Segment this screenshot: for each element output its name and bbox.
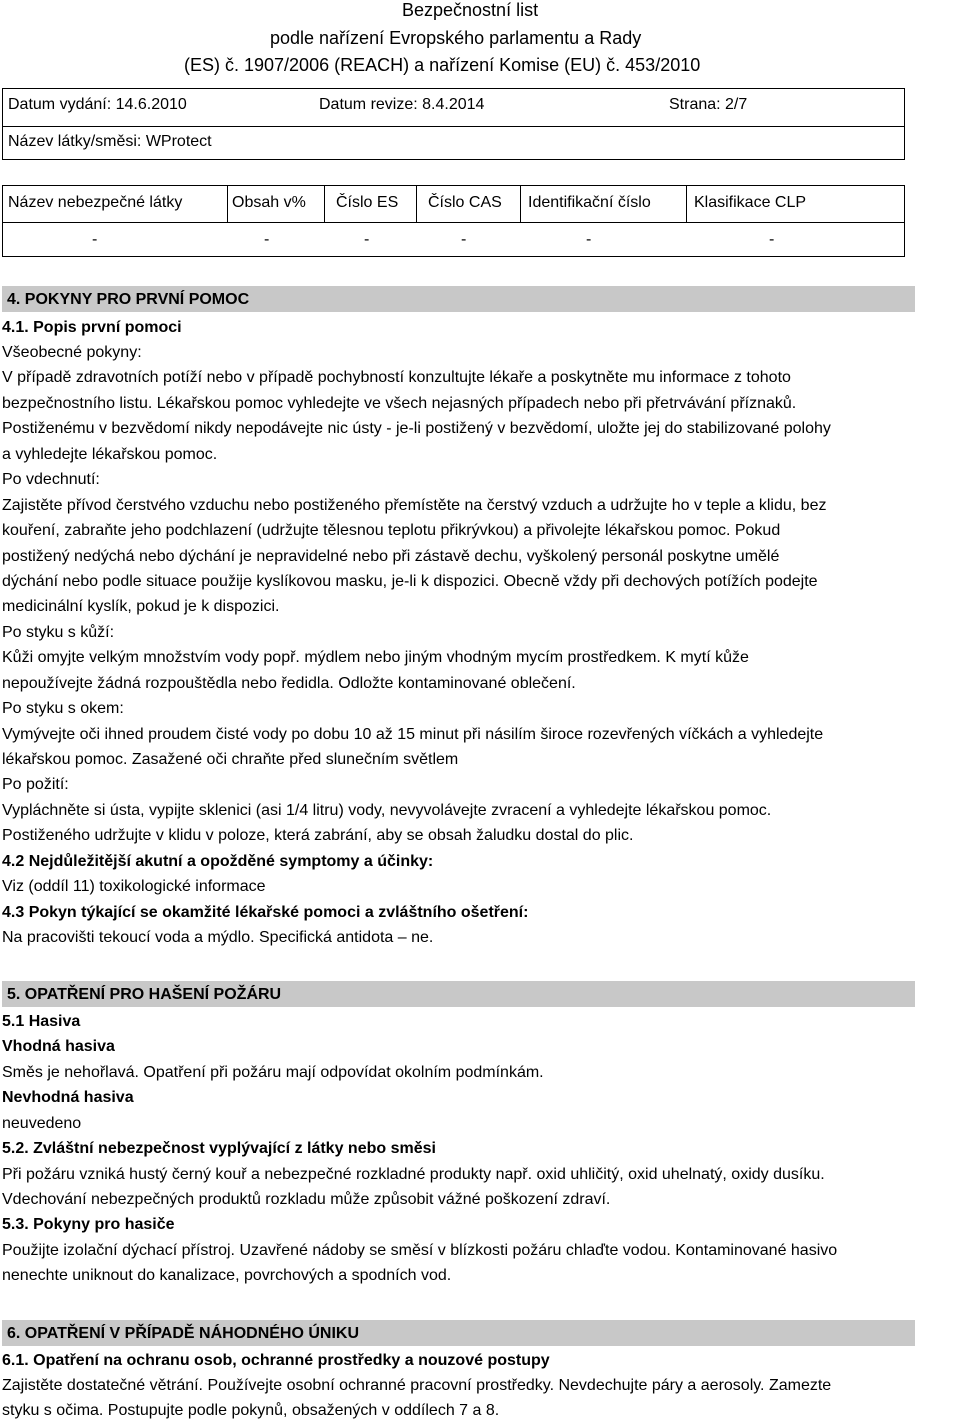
paragraph-line: Viz (oddíl 11) toxikologické informace [2,878,266,895]
revision-date: Datum revize: 8.4.2014 [319,96,485,113]
section-4-title: 4. POKYNY PRO PRVNÍ POMOC [7,291,250,308]
paragraph-line: Na pracovišti tekoucí voda a mýdlo. Specifická antidota – ne. [2,929,434,946]
paragraph-line: Postiženého udržujte v klidu v poloze, která zabrání, aby se obsah žaludku dostal do plic. [2,827,634,844]
hazard-table [2,185,905,257]
table-cell: - [586,231,592,248]
title-line-2: podle nařízení Evropského parlamentu a Rady [270,28,642,48]
table-header: Název nebezpečné látky [8,194,183,211]
subheading: Vhodná hasiva [2,1038,115,1055]
table-header: Klasifikace CLP [694,194,807,211]
divider [3,222,904,223]
section-4-header [2,286,915,312]
divider [324,186,325,222]
paragraph-line: kouření, zabraňte jeho podchlazení (udržujte tělesnou teplotu přikrývkou) a přivolejte lékařskou pomoc. Pokud [2,522,781,539]
section-5-title: 5. OPATŘENÍ PRO HAŠENÍ POŽÁRU [7,986,282,1003]
divider [520,186,521,222]
paragraph-line: lékařskou pomoc. Zasažené oči chraňte před slunečním světlem [2,751,459,768]
paragraph-line: medicinální kyslík, pokud je k dispozici. [2,598,280,615]
section-5-3-heading: 5.3. Pokyny pro hasiče [2,1216,175,1233]
paragraph-line: Použijte izolační dýchací přístroj. Uzavřené nádoby se směsí v blízkosti požáru chlaďte vodou. Kontaminované hasivo [2,1242,838,1259]
paragraph-line: Po styku s okem: [2,700,124,717]
paragraph-line: Všeobecné pokyny: [2,344,142,361]
document-info-box [2,88,905,160]
table-cell: - [364,231,370,248]
paragraph-line: Vypláchněte si ústa, vypijte sklenici (asi 1/4 litru) vody, nevyvolávejte zvracení a vyhledejte lékařskou pomoc. [2,802,772,819]
title-line-3: (ES) č. 1907/2006 (REACH) a nařízení Komise (EU) č. 453/2010 [184,55,701,75]
table-header: Identifikační číslo [528,194,651,211]
section-6-1-heading: 6.1. Opatření na ochranu osob, ochranné prostředky a nouzové postupy [2,1352,550,1369]
paragraph-line: Vymývejte oči ihned proudem čisté vody po dobu 10 až 15 minut při násilím široce rozevřených víčkách a vyhledejte [2,726,824,743]
paragraph-line: Zajistěte dostatečné větrání. Používejte osobní ochranné pracovní prostředky. Nevdechujte páry a aerosoly. Zamezte [2,1377,832,1394]
paragraph-line: bezpečnostního listu. Lékařskou pomoc vyhledejte ve všech nejasných případech nebo při přetrvávání příznaků. [2,395,797,412]
issue-date: Datum vydání: 14.6.2010 [8,96,187,113]
paragraph-line: styku s očima. Postupujte podle pokynů, obsažených v oddílech 7 a 8. [2,1402,500,1419]
table-header: Číslo CAS [428,194,502,211]
divider [686,186,687,222]
paragraph-line: Vdechování nebezpečných produktů rozkladu může způsobit vážné poškození zdraví. [2,1191,611,1208]
paragraph-line: Po vdechnutí: [2,471,100,488]
section-6-title: 6. OPATŘENÍ V PŘÍPADĚ NÁHODNÉHO ÚNIKU [7,1325,360,1342]
table-cell: - [264,231,270,248]
paragraph-line: Postiženému v bezvědomí nikdy nepodávejte nic ústy - je-li postižený v bezvědomí, uložte jej do stabilizované polohy [2,420,831,437]
table-cell: - [92,231,98,248]
title-line-1: Bezpečnostní list [402,0,539,20]
paragraph-line: Po styku s kůží: [2,624,115,641]
section-6-header [2,1320,915,1346]
paragraph-line: V případě zdravotních potíží nebo v případě pochybností konzultujte lékaře a poskytněte mu informace z tohoto [2,369,791,386]
paragraph-line: neuvedeno [2,1115,82,1132]
section-4-2-heading: 4.2 Nejdůležitější akutní a opožděné symptomy a účinky: [2,853,434,870]
table-cell: - [461,231,467,248]
substance-name: Název látky/směsi: WProtect [8,133,212,150]
paragraph-line: Kůži omyjte velkým množstvím vody popř. mýdlem nebo jiným vhodným mycím prostředkem. K mytí kůže [2,649,749,666]
paragraph-line: dýchání nebo podle situace použije kyslíkovou masku, je-li k dispozici. Obecně vždy při dechových potížích podejte [2,573,818,590]
section-4-1-heading: 4.1. Popis první pomoci [2,319,182,336]
table-cell: - [769,231,775,248]
table-header: Obsah v% [232,194,306,211]
divider [3,126,904,127]
divider [227,186,228,222]
paragraph-line: a vyhledejte lékařskou pomoc. [2,446,218,463]
section-5-1-heading: 5.1 Hasiva [2,1013,81,1030]
paragraph-line: Zajistěte přívod čerstvého vzduchu nebo postiženého přemístěte na čerstvý vzduch a udržujte ho v teple a klidu, bez [2,497,827,514]
paragraph-line: Směs je nehořlavá. Opatření při požáru mají odpovídat okolním podmínkám. [2,1064,544,1081]
page-number: Strana: 2/7 [669,96,748,113]
paragraph-line: Při požáru vzniká hustý černý kouř a nebezpečné rozkladné produkty např. oxid uhličitý, oxid uhelnatý, oxidy dusíku. [2,1166,825,1183]
table-header: Číslo ES [336,194,399,211]
subheading: Nevhodná hasiva [2,1089,134,1106]
paragraph-line: nepoužívejte žádná rozpouštědla nebo ředidla. Odložte kontaminované oblečení. [2,675,576,692]
paragraph-line: Po požití: [2,776,69,793]
section-5-header [2,981,915,1007]
section-4-3-heading: 4.3 Pokyn týkající se okamžité lékařské pomoci a zvláštního ošetření: [2,904,529,921]
paragraph-line: postižený nedýchá nebo dýchání je nepravidelné nebo při zástavě dechu, vyškolený personál poskytne umělé [2,548,780,565]
divider [416,186,417,222]
paragraph-line: nenechte uniknout do kanalizace, povrchových a spodních vod. [2,1267,452,1284]
section-5-2-heading: 5.2. Zvláštní nebezpečnost vyplývající z látky nebo směsi [2,1140,436,1157]
